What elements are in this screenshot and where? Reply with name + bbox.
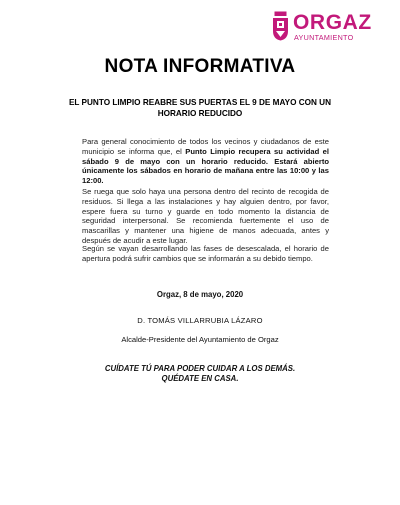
ayuntamiento-logo <box>272 11 392 45</box>
document-subtitle: EL PUNTO LIMPIO REABRE SUS PUERTAS EL 9 DE MAYO CON UN HORARIO REDUCIDO <box>68 98 332 118</box>
logo-subtitle: AYUNTAMIENTO <box>294 33 354 42</box>
paragraph-future-changes: Según se vayan desarrollando las fases de desescalada, el horario de apertura podrá sufrir cambios que se informarán a su debido tiempo. <box>82 244 329 263</box>
paragraph-announcement <box>82 137 329 186</box>
document-title: NOTA INFORMATIVA <box>104 56 296 77</box>
paragraph-announcement-highlight: Punto Limpio recupera su actividad el sábado 9 de mayo con un horario reducido. Estará abierto únicamente los sábados en horario de mañana entre las 10:00 y las 12:00. <box>82 146 329 185</box>
paragraph-announcement-intro: Para general conocimiento de todos los vecinos y ciudadanos de este municipio se informa que, el <box>82 137 329 156</box>
paragraph-recommendations: Se ruega que solo haya una persona dentro del recinto de recogida de residuos. Si llega a las instalaciones y hay alguien dentro, por favor, espere fuera su turno y guarde en todo momento la distancia de seguridad interpersonal. Se recomienda fuertemente el uso de mascarillas y mantener una higiene de manos adecuada, antes y después de acudir a este lugar. <box>82 187 329 245</box>
closing-slogan <box>0 364 400 384</box>
slogan-line-1: CUÍDATE TÚ PARA PODER CUIDAR A LOS DEMÁS. <box>104 364 296 373</box>
coat-of-arms-icon <box>272 11 289 41</box>
document-date: Orgaz, 8 de mayo, 2020 <box>156 290 244 299</box>
signer-name: D. TOMÁS VILLARRUBIA LÁZARO <box>137 316 263 325</box>
signer-role: Alcalde-Presidente del Ayuntamiento de Orgaz <box>121 335 279 344</box>
slogan-line-2: QUÉDATE EN CASA. <box>161 374 239 383</box>
logo-name: ORGAZ <box>293 11 372 34</box>
